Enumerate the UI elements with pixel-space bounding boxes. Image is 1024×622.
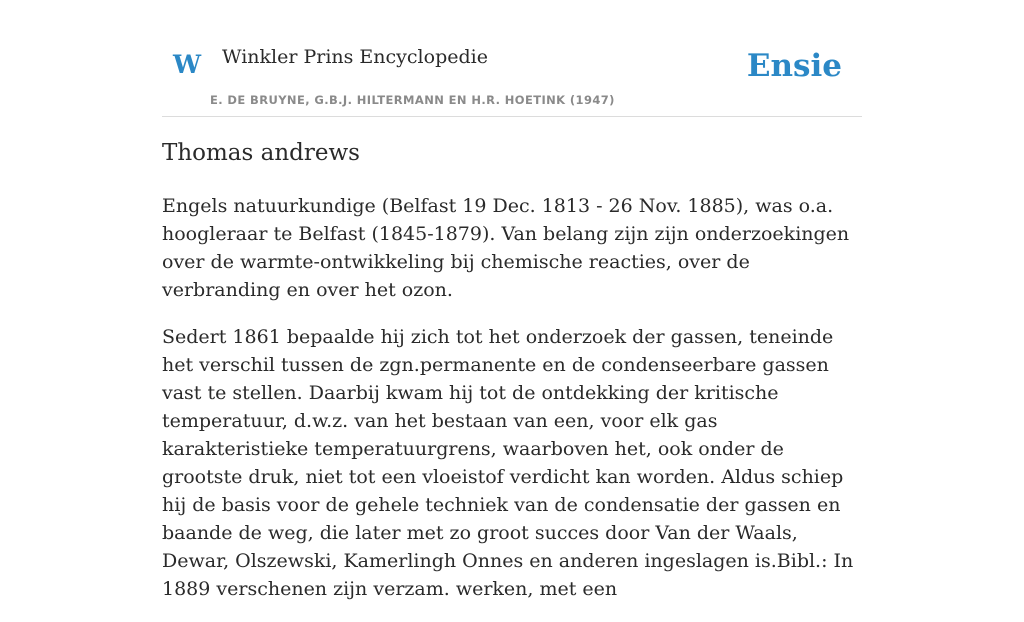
site-title[interactable]: Winkler Prins Encyclopedie: [222, 46, 488, 68]
site-subtitle: E. DE BRUYNE, G.B.J. HILTERMANN EN H.R. HOETINK (1947): [210, 93, 615, 107]
encyclopedia-logo-icon[interactable]: W: [173, 50, 202, 79]
article-title: Thomas andrews: [162, 140, 360, 166]
article-body: [162, 192, 862, 622]
header: [162, 0, 862, 117]
page: [162, 0, 862, 600]
article-paragraph: Engels natuurkundige (Belfast 19 Dec. 1813 - 26 Nov. 1885), was o.a. hoogleraar te Belfast (1845-1879). Van belang zijn zijn onderzoekingen over de warmte-ontwikkeling bij chemische reacties, over de verbranding en over het ozon.: [162, 195, 850, 301]
article-paragraph: Sedert 1861 bepaalde hij zich tot het onderzoek der gassen, teneinde het verschil tussen de zgn.permanente en de condenseerbare gassen vast te stellen. Daarbij kwam hij tot de ontdekking der kritische temperatuur, d.w.z. van het bestaan van een, voor elk gas karakteristieke temperatuurgrens, waarboven het, ook onder de grootste druk, niet tot een vloeistof verdicht kan worden. Aldus schiep hij de basis voor de gehele techniek van de condensatie der gassen en baande de weg, die later met zo groot succes door Van der Waals, Dewar, Olszewski, Kamerlingh Onnes en anderen ingeslagen is.Bibl.: In 1889 verschenen zijn verzam. werken, met een: [162, 326, 854, 600]
brand-logo[interactable]: Ensie: [746, 48, 842, 84]
